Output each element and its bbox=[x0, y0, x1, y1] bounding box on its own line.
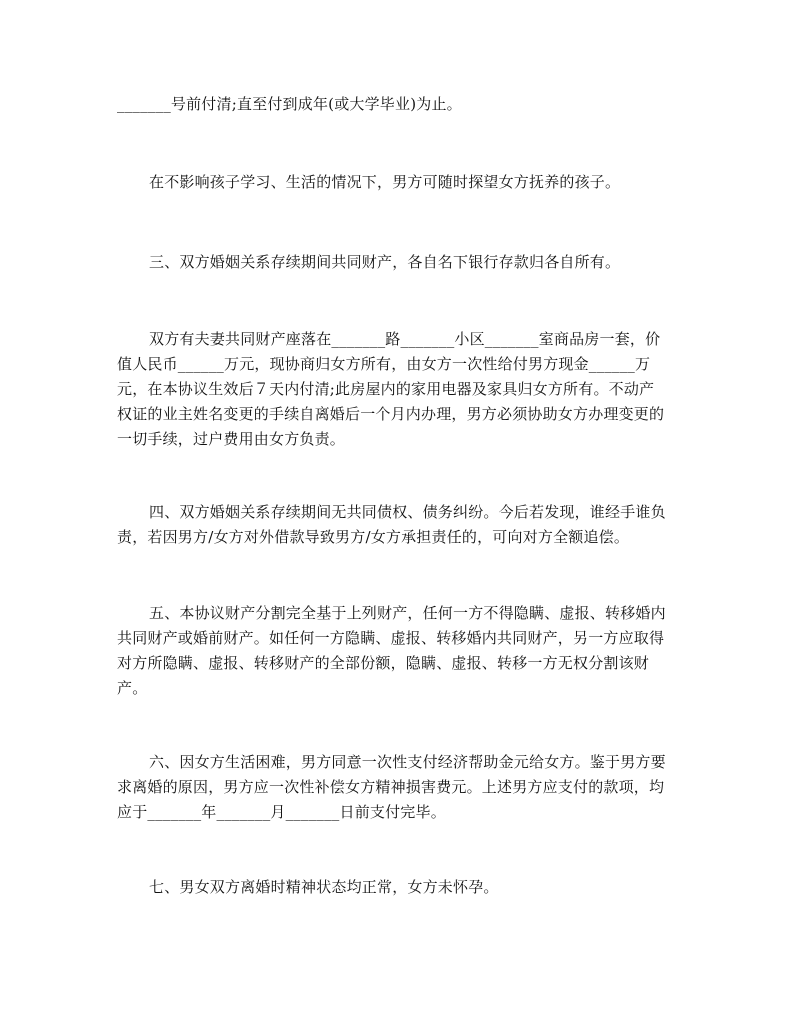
paragraph-property bbox=[117, 327, 683, 452]
text-line: 四、双方婚姻关系存续期间无共同债权、债务纠纷。今后若发现，谁经手谁负 bbox=[149, 503, 666, 521]
paragraph-clause-7 bbox=[117, 875, 683, 900]
text-line: 权证的业主姓名变更的手续自离婚后一个月内办理，男方必须协助女方办理变更的 bbox=[117, 405, 665, 423]
paragraph-clause-3 bbox=[117, 250, 683, 275]
text-line: 三、双方婚姻关系存续期间共同财产，各自名下银行存款归各自所有。 bbox=[149, 253, 621, 271]
text-line: 责，若因男方/女方对外借款导致男方/女方承担责任的，可向对方全额追偿。 bbox=[117, 528, 630, 546]
text-line: 元，在本协议生效后７天内付清;此房屋内的家用电器及家具归女方所有。不动产 bbox=[117, 380, 655, 398]
paragraph-clause-6 bbox=[117, 750, 683, 825]
paragraph-clause-5 bbox=[117, 601, 683, 701]
text-line: 对方所隐瞒、虚报、转移财产的全部份额，隐瞒、虚报、转移一方无权分割该财 bbox=[117, 654, 650, 672]
text-line: 值人民币______万元，现协商归女方所有，由女方一次性给付男方现金______万 bbox=[117, 355, 651, 373]
text-line: 七、男女双方离婚时精神状态均正常，女方未怀孕。 bbox=[149, 878, 499, 896]
paragraph-visitation bbox=[117, 170, 683, 195]
text-line: 五、本协议财产分割完全基于上列财产，任何一方不得隐瞒、虚报、转移婚内 bbox=[149, 604, 666, 622]
text-line: 共同财产或婚前财产。如任何一方隐瞒、虚报、转移婚内共同财产，另一方应取得 bbox=[117, 629, 665, 647]
paragraph-clause-4 bbox=[117, 500, 683, 550]
paragraph-payment-deadline bbox=[117, 92, 683, 117]
text-line: 求离婚的原因，男方应一次性补偿女方精神损害费元。上述男方应支付的款项，均 bbox=[117, 778, 665, 796]
text-line: 双方有夫妻共同财产座落在_______路_______小区_______室商品房一套，价 bbox=[149, 330, 661, 348]
text-line: 在不影响孩子学习、生活的情况下，男方可随时探望女方抚养的孩子。 bbox=[149, 173, 621, 191]
text-line: 产。 bbox=[117, 679, 148, 697]
text-line: 一切手续，过户费用由女方负责。 bbox=[117, 430, 346, 448]
text-line: 应于_______年_______月_______日前支付完毕。 bbox=[117, 803, 446, 821]
text-line: 六、因女方生活困难，男方同意一次性支付经济帮助金元给女方。鉴于男方要 bbox=[149, 753, 666, 771]
text-line: _______号前付清;直至付到成年(或大学毕业)为止。 bbox=[117, 95, 462, 113]
